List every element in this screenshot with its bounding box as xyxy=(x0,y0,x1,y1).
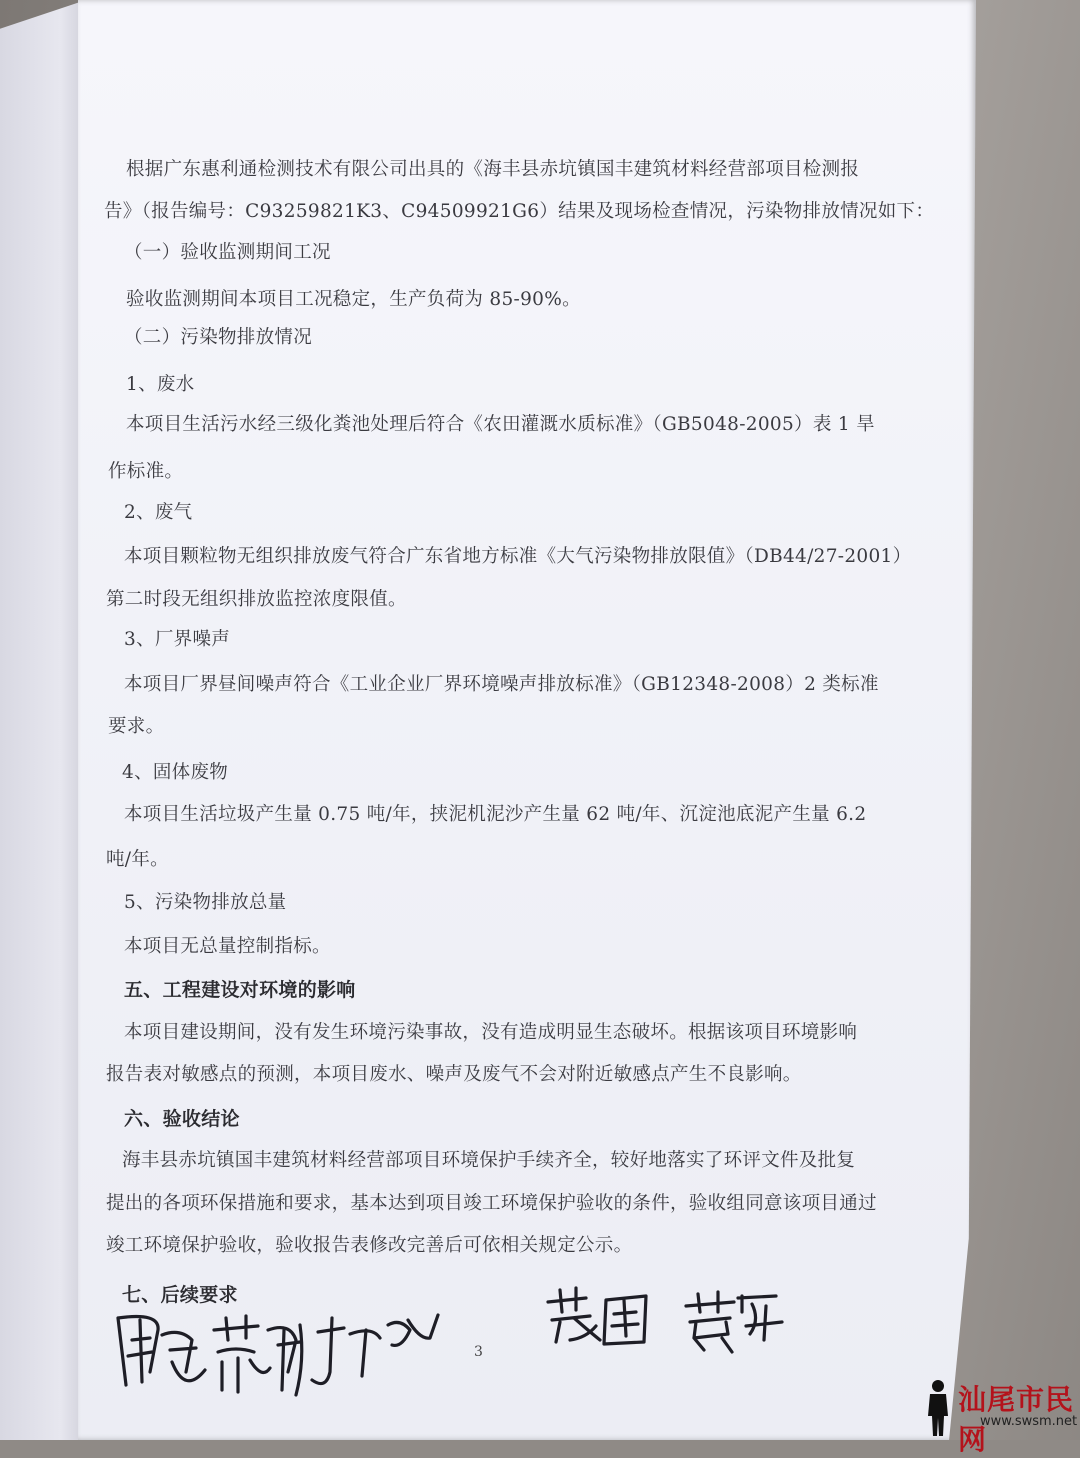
signature-3 xyxy=(312,1315,438,1384)
subsection-heading: 5、污染物排放总量 xyxy=(124,892,287,913)
text-line: 报告表对敏感点的预测，本项目废水、噪声及废气不会对附近敏感点产生不良影响。 xyxy=(106,1064,802,1085)
text-line: 吨/年。 xyxy=(106,849,169,870)
text-line: 作标准。 xyxy=(108,461,184,482)
chapter-heading: 五、工程建设对环境的影响 xyxy=(124,979,356,1001)
text-line: 竣工环境保护验收，验收报告表修改完善后可依相关规定公示。 xyxy=(106,1235,633,1256)
text-line: 告》（报告编号：C93259821K3、C94509921G6）结果及现场检查情况，污染物排放情况如下： xyxy=(104,201,935,222)
page-number: 3 xyxy=(474,1344,483,1360)
subsection-heading: 3、厂界噪声 xyxy=(124,629,231,650)
text-line: 要求。 xyxy=(108,716,165,737)
signature-2 xyxy=(214,1316,302,1395)
watermark-url: www.swsm.net xyxy=(980,1414,1078,1429)
text-line: 本项目厂界昼间噪声符合《工业企业厂界环境噪声排放标准》（GB12348-2008）2 类标准 xyxy=(124,674,879,695)
watermark xyxy=(918,1378,1078,1456)
text-line: 提出的各项环保措施和要求，基本达到项目竣工环境保护验收的条件，验收组同意该项目通过 xyxy=(106,1193,877,1214)
signature-5 xyxy=(686,1292,782,1352)
subsection-heading: 2、废气 xyxy=(124,502,193,523)
chapter-heading: 七、后续要求 xyxy=(122,1284,238,1306)
text-line: 第二时段无组织排放监控浓度限值。 xyxy=(106,589,407,610)
subsection-heading: 4、固体废物 xyxy=(122,762,229,783)
text-line: 海丰县赤坑镇国丰建筑材料经营部项目环境保护手续齐全，较好地落实了环评文件及批复 xyxy=(122,1150,856,1171)
signature-4 xyxy=(548,1288,646,1344)
text-line: 本项目生活垃圾产生量 0.75 吨/年，挟泥机泥沙产生量 62 吨/年、沉淀池底泥产生量 6.2 xyxy=(124,804,867,825)
text-line: 验收监测期间本项目工况稳定，生产负荷为 85-90%。 xyxy=(126,289,581,310)
text-line: 本项目建设期间，没有发生环境污染事故，没有造成明显生态破坏。根据该项目环境影响 xyxy=(124,1022,858,1043)
text-line: 根据广东惠利通检测技术有限公司出具的《海丰县赤坑镇国丰建筑材料经营部项目检测报 xyxy=(126,159,860,180)
section-heading: （二）污染物排放情况 xyxy=(124,327,313,348)
section-heading: （一）验收监测期间工况 xyxy=(124,242,331,263)
text-line: 本项目生活污水经三级化粪池处理后符合《农田灌溉水质标准》（GB5048-2005）表 1 旱 xyxy=(126,414,875,435)
watermark-site-name: 汕尾市民网 xyxy=(958,1383,1075,1456)
text-line: 本项目无总量控制指标。 xyxy=(124,936,331,957)
signature-1 xyxy=(118,1317,205,1386)
subsection-heading: 1、废水 xyxy=(126,374,195,395)
chapter-heading: 六、验收结论 xyxy=(124,1108,240,1130)
text-line: 本项目颗粒物无组织排放废气符合广东省地方标准《大气污染物排放限值》（DB44/27-2001） xyxy=(124,546,912,567)
person-silhouette-icon xyxy=(918,1378,958,1438)
